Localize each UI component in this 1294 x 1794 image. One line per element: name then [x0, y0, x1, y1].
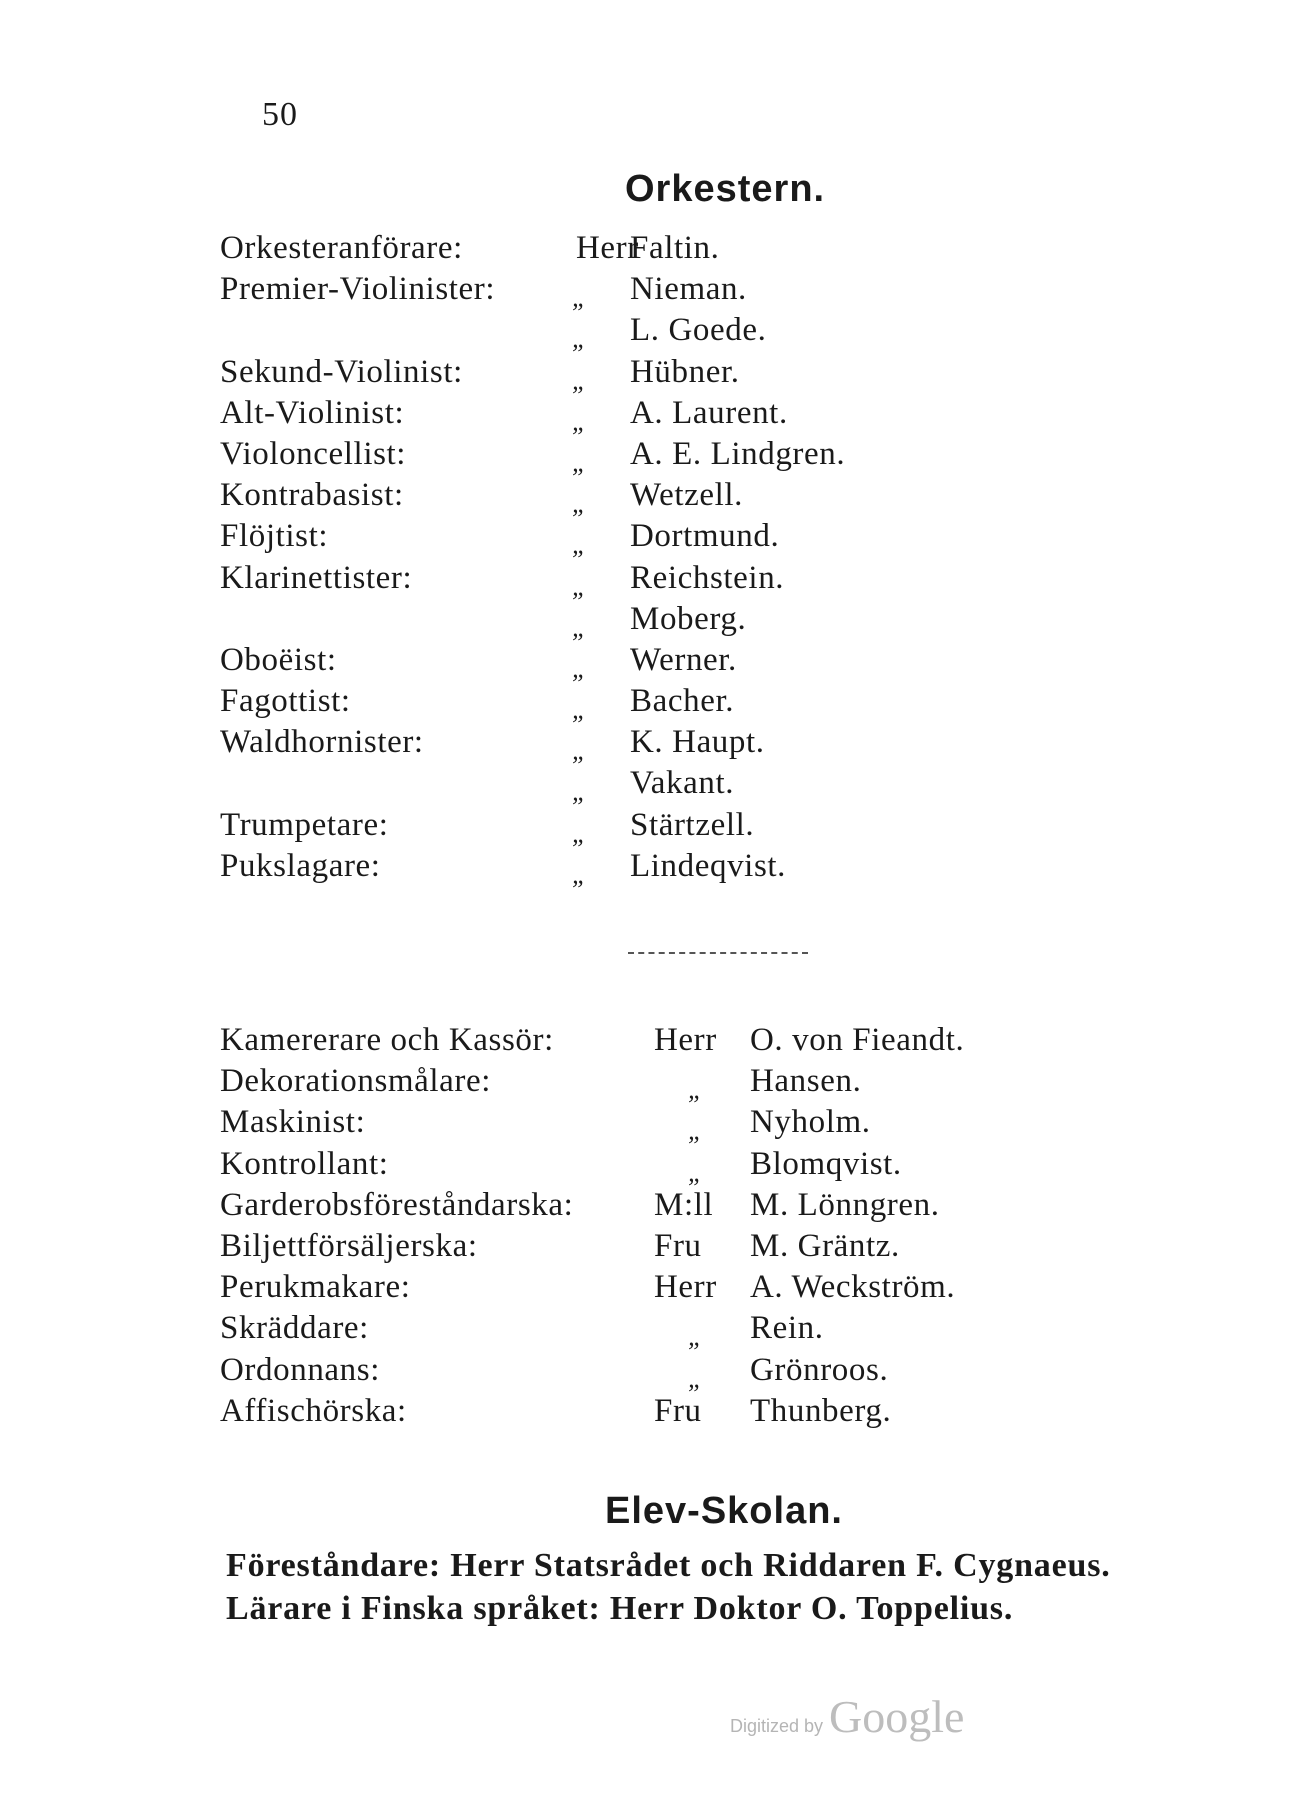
watermark-prefix: Digitized by: [730, 1716, 824, 1736]
role-label: Oboëist:: [220, 641, 337, 678]
ditto-mark: „: [572, 653, 588, 683]
person-name: Thunberg.: [750, 1392, 892, 1429]
person-name: Faltin.: [630, 230, 720, 266]
ditto-mark: „: [572, 859, 588, 889]
ditto-mark: „: [572, 695, 588, 725]
ditto-mark: „: [572, 406, 588, 436]
ditto-mark: „: [572, 365, 588, 395]
ditto-mark: „: [572, 324, 588, 354]
person-name: Nieman.: [630, 271, 747, 308]
title-label: Herr: [654, 1022, 717, 1058]
person-name: Grönroos.: [750, 1351, 889, 1388]
person-name: L. Goede.: [630, 312, 767, 349]
ditto-mark: „: [572, 447, 588, 477]
ditto-mark: „: [688, 1157, 704, 1187]
role-label: Perukmakare:: [220, 1269, 411, 1306]
person-name: A. Weckström.: [750, 1269, 956, 1306]
role-label: Kontrollant:: [220, 1145, 389, 1182]
person-name: Blomqvist.: [750, 1145, 902, 1182]
role-label: Dekorationsmålare:: [220, 1063, 492, 1100]
school-heading: Elev-Skolan.: [605, 1490, 843, 1532]
section-divider: [628, 952, 808, 954]
title-label: Herr: [576, 230, 639, 266]
title-label: Fru: [654, 1227, 702, 1264]
ditto-mark: „: [688, 1363, 704, 1393]
ditto-mark: „: [572, 612, 588, 642]
person-name: M. Gräntz.: [750, 1227, 900, 1264]
school-line: Föreståndare: Herr Statsrådet och Riddaren F. Cygnaeus.: [226, 1547, 1111, 1584]
role-label: Waldhornister:: [220, 724, 424, 761]
ditto-mark: „: [688, 1116, 704, 1146]
person-name: Dortmund.: [630, 518, 780, 555]
role-label: Kontrabasist:: [220, 477, 404, 514]
role-label: Affischörska:: [220, 1392, 407, 1429]
person-name: Nyholm.: [750, 1104, 871, 1141]
role-label: Klarinettister:: [220, 559, 413, 596]
person-name: Hansen.: [750, 1063, 862, 1100]
person-name: A. E. Lindgren.: [630, 435, 846, 472]
role-label: Fagottist:: [220, 683, 351, 720]
person-name: Wetzell.: [630, 477, 744, 514]
role-label: Alt-Violinist:: [220, 394, 405, 431]
orchestra-heading: Orkestern.: [625, 168, 826, 210]
ditto-mark: „: [572, 571, 588, 601]
person-name: Lindeqvist.: [630, 847, 787, 884]
title-label: M:ll: [654, 1186, 714, 1223]
role-label: Kamererare och Kassör:: [220, 1022, 554, 1058]
person-name: O. von Fieandt.: [750, 1022, 965, 1058]
ditto-mark: „: [688, 1075, 704, 1105]
role-label: Garderobsföreståndarska:: [220, 1186, 574, 1223]
digitized-watermark: [730, 1690, 964, 1743]
role-label: Biljettförsäljerska:: [220, 1227, 478, 1264]
person-name: Moberg.: [630, 600, 747, 637]
ditto-mark: „: [572, 489, 588, 519]
role-label: Ordonnans:: [220, 1351, 380, 1388]
role-label: Trumpetare:: [220, 806, 389, 843]
school-section: [226, 1544, 1111, 1630]
ditto-mark: „: [572, 818, 588, 848]
role-label: Maskinist:: [220, 1104, 366, 1141]
person-name: K. Haupt.: [630, 724, 765, 761]
role-label: Violoncellist:: [220, 435, 407, 472]
ditto-mark: „: [572, 283, 588, 313]
ditto-mark: „: [572, 736, 588, 766]
ditto-mark: „: [572, 530, 588, 560]
role-label: Premier-Violinister:: [220, 271, 496, 308]
google-logo: Google: [829, 1691, 965, 1742]
person-name: Vakant.: [630, 765, 735, 802]
role-label: Orkesteranförare:: [220, 230, 463, 266]
ditto-mark: „: [572, 777, 588, 807]
role-label: Skräddare:: [220, 1310, 369, 1347]
role-label: Pukslagare:: [220, 847, 381, 884]
person-name: Reichstein.: [630, 559, 785, 596]
person-name: M. Lönngren.: [750, 1186, 940, 1223]
person-name: Rein.: [750, 1310, 824, 1347]
page-number: 50: [262, 96, 298, 133]
person-name: Werner.: [630, 641, 737, 678]
role-label: Flöjtist:: [220, 518, 329, 555]
title-label: Fru: [654, 1392, 702, 1429]
title-label: Herr: [654, 1269, 717, 1306]
school-line: Lärare i Finska språket: Herr Doktor O. Toppelius.: [226, 1590, 1014, 1627]
person-name: A. Laurent.: [630, 394, 788, 431]
person-name: Hübner.: [630, 353, 740, 390]
person-name: Stärtzell.: [630, 806, 755, 843]
person-name: Bacher.: [630, 683, 735, 720]
ditto-mark: „: [688, 1322, 704, 1352]
role-label: Sekund-Violinist:: [220, 353, 463, 390]
